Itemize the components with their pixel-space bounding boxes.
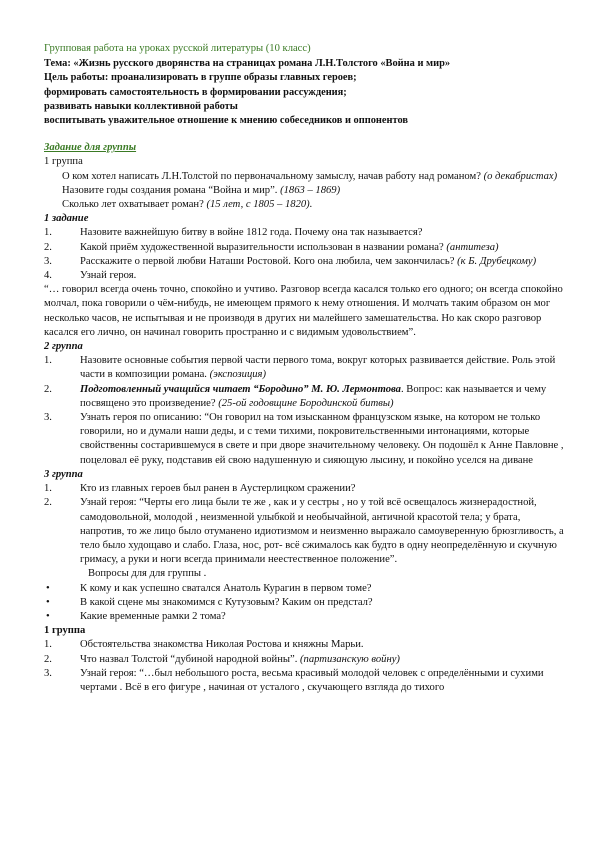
question-text: Расскажите о первой любви Наташи Ростовой. Кого она любила, чем закончилась?	[80, 255, 455, 267]
list-item	[44, 638, 566, 652]
goal-line-4: воспитывать уважительное отношение к мнению собеседников и оппонентов	[44, 115, 409, 127]
list-item	[44, 667, 566, 695]
task-heading: Задание для группы	[44, 142, 137, 154]
item-text: Какие временные рамки 2 тома?	[80, 610, 226, 622]
list-item	[44, 383, 566, 411]
answer-text: (25-ой годовщине Бородинской битвы)	[218, 397, 394, 409]
goal-line: Цель работы: проанализировать в группе образы главных героев;	[44, 72, 357, 84]
answer-text: (к Б. Друбецкому)	[457, 255, 537, 267]
item-number: 1.	[44, 483, 52, 495]
answer-text: (о декабристах)	[483, 170, 558, 182]
bullet-icon: •	[46, 596, 50, 608]
item-number: 2.	[44, 241, 52, 253]
item-text: Узнай героя.	[80, 270, 137, 282]
goal-line-2: формировать самостоятельность в формировании рассуждения;	[44, 86, 347, 98]
quote-text: “… говорил всегда очень точно, спокойно и учтиво. Разговор всегда касался только его одного; он всегда спокойно молчал, пока говорили о чём-нибудь, не имеющем прямого к нему отношения. И молчать таким образом он мог несколько часов, не испытывая и не производя в других ни малейшего замешательства. Но как скоро разговор касался его лично, он начинал говорить пространно и с видимым удовольствием”.	[44, 284, 563, 338]
bullet-item	[44, 596, 566, 610]
item-number: 3.	[44, 667, 52, 679]
list-item	[44, 255, 566, 269]
group-1-title: 1 группа	[44, 156, 83, 168]
bullet-item	[44, 582, 566, 596]
question-text: Какой приём художественной выразительности использован в названии романа?	[80, 241, 444, 253]
list-item	[44, 269, 566, 283]
item-number: 1.	[44, 639, 52, 651]
list-item	[44, 241, 566, 255]
answer-text: (партизанскую войну)	[300, 653, 400, 665]
bullet-icon: •	[46, 582, 50, 594]
question-text: О ком хотел написать Л.Н.Толстой по первоначальному замыслу, начав работу над романом?	[62, 170, 481, 182]
answer-text: (экспозиция)	[209, 369, 267, 381]
list-item	[44, 653, 566, 667]
item-number: 2.	[44, 653, 52, 665]
questions-subheading: Вопросы для для группы .	[88, 568, 207, 580]
item-text	[80, 354, 566, 382]
document-title: Групповая работа на уроках русской литературы (10 класс)	[44, 43, 311, 54]
answer-text: (антитеза)	[446, 241, 499, 253]
question-text: Сколько лет охватывает роман?	[62, 199, 204, 211]
item-text	[80, 383, 566, 411]
item-number: 2.	[44, 497, 52, 509]
list-item	[44, 482, 566, 496]
item-text: В какой сцене мы знакомимся с Кутузовым? Каким он предстал?	[80, 596, 373, 608]
question-text: Назовите основные события первой части первого тома, вокруг которых развивается действие. Роль этой части в композиции романа.	[80, 355, 556, 381]
list-item	[44, 226, 566, 240]
bullet-icon: •	[46, 610, 50, 622]
item-text	[80, 226, 566, 240]
item-text: К кому и как успешно сватался Анатоль Курагин в первом томе?	[80, 582, 372, 594]
item-text: Обстоятельства знакомства Николая Ростова и княжны Марьи.	[80, 639, 364, 651]
list-item	[44, 354, 566, 382]
question-text: Назовите годы создания романа “Война и мир”.	[62, 184, 278, 196]
item-text: Кто из главных героев был ранен в Аустерлицком сражении?	[80, 483, 356, 495]
document-page	[44, 42, 566, 695]
item-number: 2.	[44, 383, 52, 395]
g1-question-3	[44, 198, 566, 212]
topic-line: Тема: «Жизнь русского дворянства на страницах романа Л.Н.Толстого «Война и мир»	[44, 58, 451, 70]
item-text	[80, 241, 566, 255]
item-text: Узнать героя по описанию: “Он говорил на том изысканном французском языке, на котором не только говорили, но и думали наши деды, и с теми тихими, покровительственными интонациями, которые свойственны состарившемуся в свете и при дворе значительному человеку. Он подошёл к Анне Павловне , поцеловал её руку, подставив ей свою надушенную и сияющую лысину, и покойно уселся на диване	[80, 412, 564, 466]
question-text: . Вопрос: как называется и чему посвящено это произведение?	[80, 383, 547, 409]
emphasis-text: Подготовленный учащийся читает “Бородино” М. Ю. Лермонтова	[80, 383, 401, 395]
goal-line-3: развивать навыки коллективной работы	[44, 100, 238, 112]
item-number: 3.	[44, 255, 52, 267]
item-text: Узнай героя: “…был небольшого роста, весьма красивый молодой человек с определёнными и сухими чертами . Всё в его фигуре , начиная от усталого , скучающего взгляда до тихого	[80, 667, 544, 693]
list-item	[44, 496, 566, 567]
item-number: 1.	[44, 355, 52, 367]
group-2-title: 2 группа	[44, 341, 83, 353]
bullet-item	[44, 610, 566, 624]
task-1-title: 1 задание	[44, 213, 89, 225]
item-text: Узнай героя: “Черты его лица были те же , как и у сестры , но у той всё освещалось жизнерадостной, самодовольной, молодой , неизменной улыбкой и необычайной, античной красотой тела; у брата, напротив, то же лицо было отуманено идиотизмом и неизменно выражало самоуверенную брюзгливость, а тело было худощаво и слабо. Глаза, нос, рот- всё сжималось как будто в одну неопределённую и скучную гримасу, а руки и ноги всегда принимали неестественное положение”.	[80, 497, 564, 566]
item-number: 1.	[44, 227, 52, 239]
answer-text: (15 лет, с 1805 – 1820).	[206, 199, 313, 211]
g1-question-1	[44, 170, 566, 184]
question-text: Что назвал Толстой “дубиной народной войны”.	[80, 653, 298, 665]
item-number: 4.	[44, 270, 52, 282]
item-number: 3.	[44, 412, 52, 424]
group-3-title: 3 группа	[44, 468, 83, 480]
group-1b-title: 1 группа	[44, 625, 86, 637]
question-text: Назовите важнейшую битву в войне 1812 года. Почему она так называется?	[80, 227, 423, 239]
g1-question-2	[44, 184, 566, 198]
answer-text: (1863 – 1869)	[280, 184, 341, 196]
item-text	[80, 653, 566, 667]
list-item	[44, 411, 566, 468]
item-text	[80, 255, 566, 269]
